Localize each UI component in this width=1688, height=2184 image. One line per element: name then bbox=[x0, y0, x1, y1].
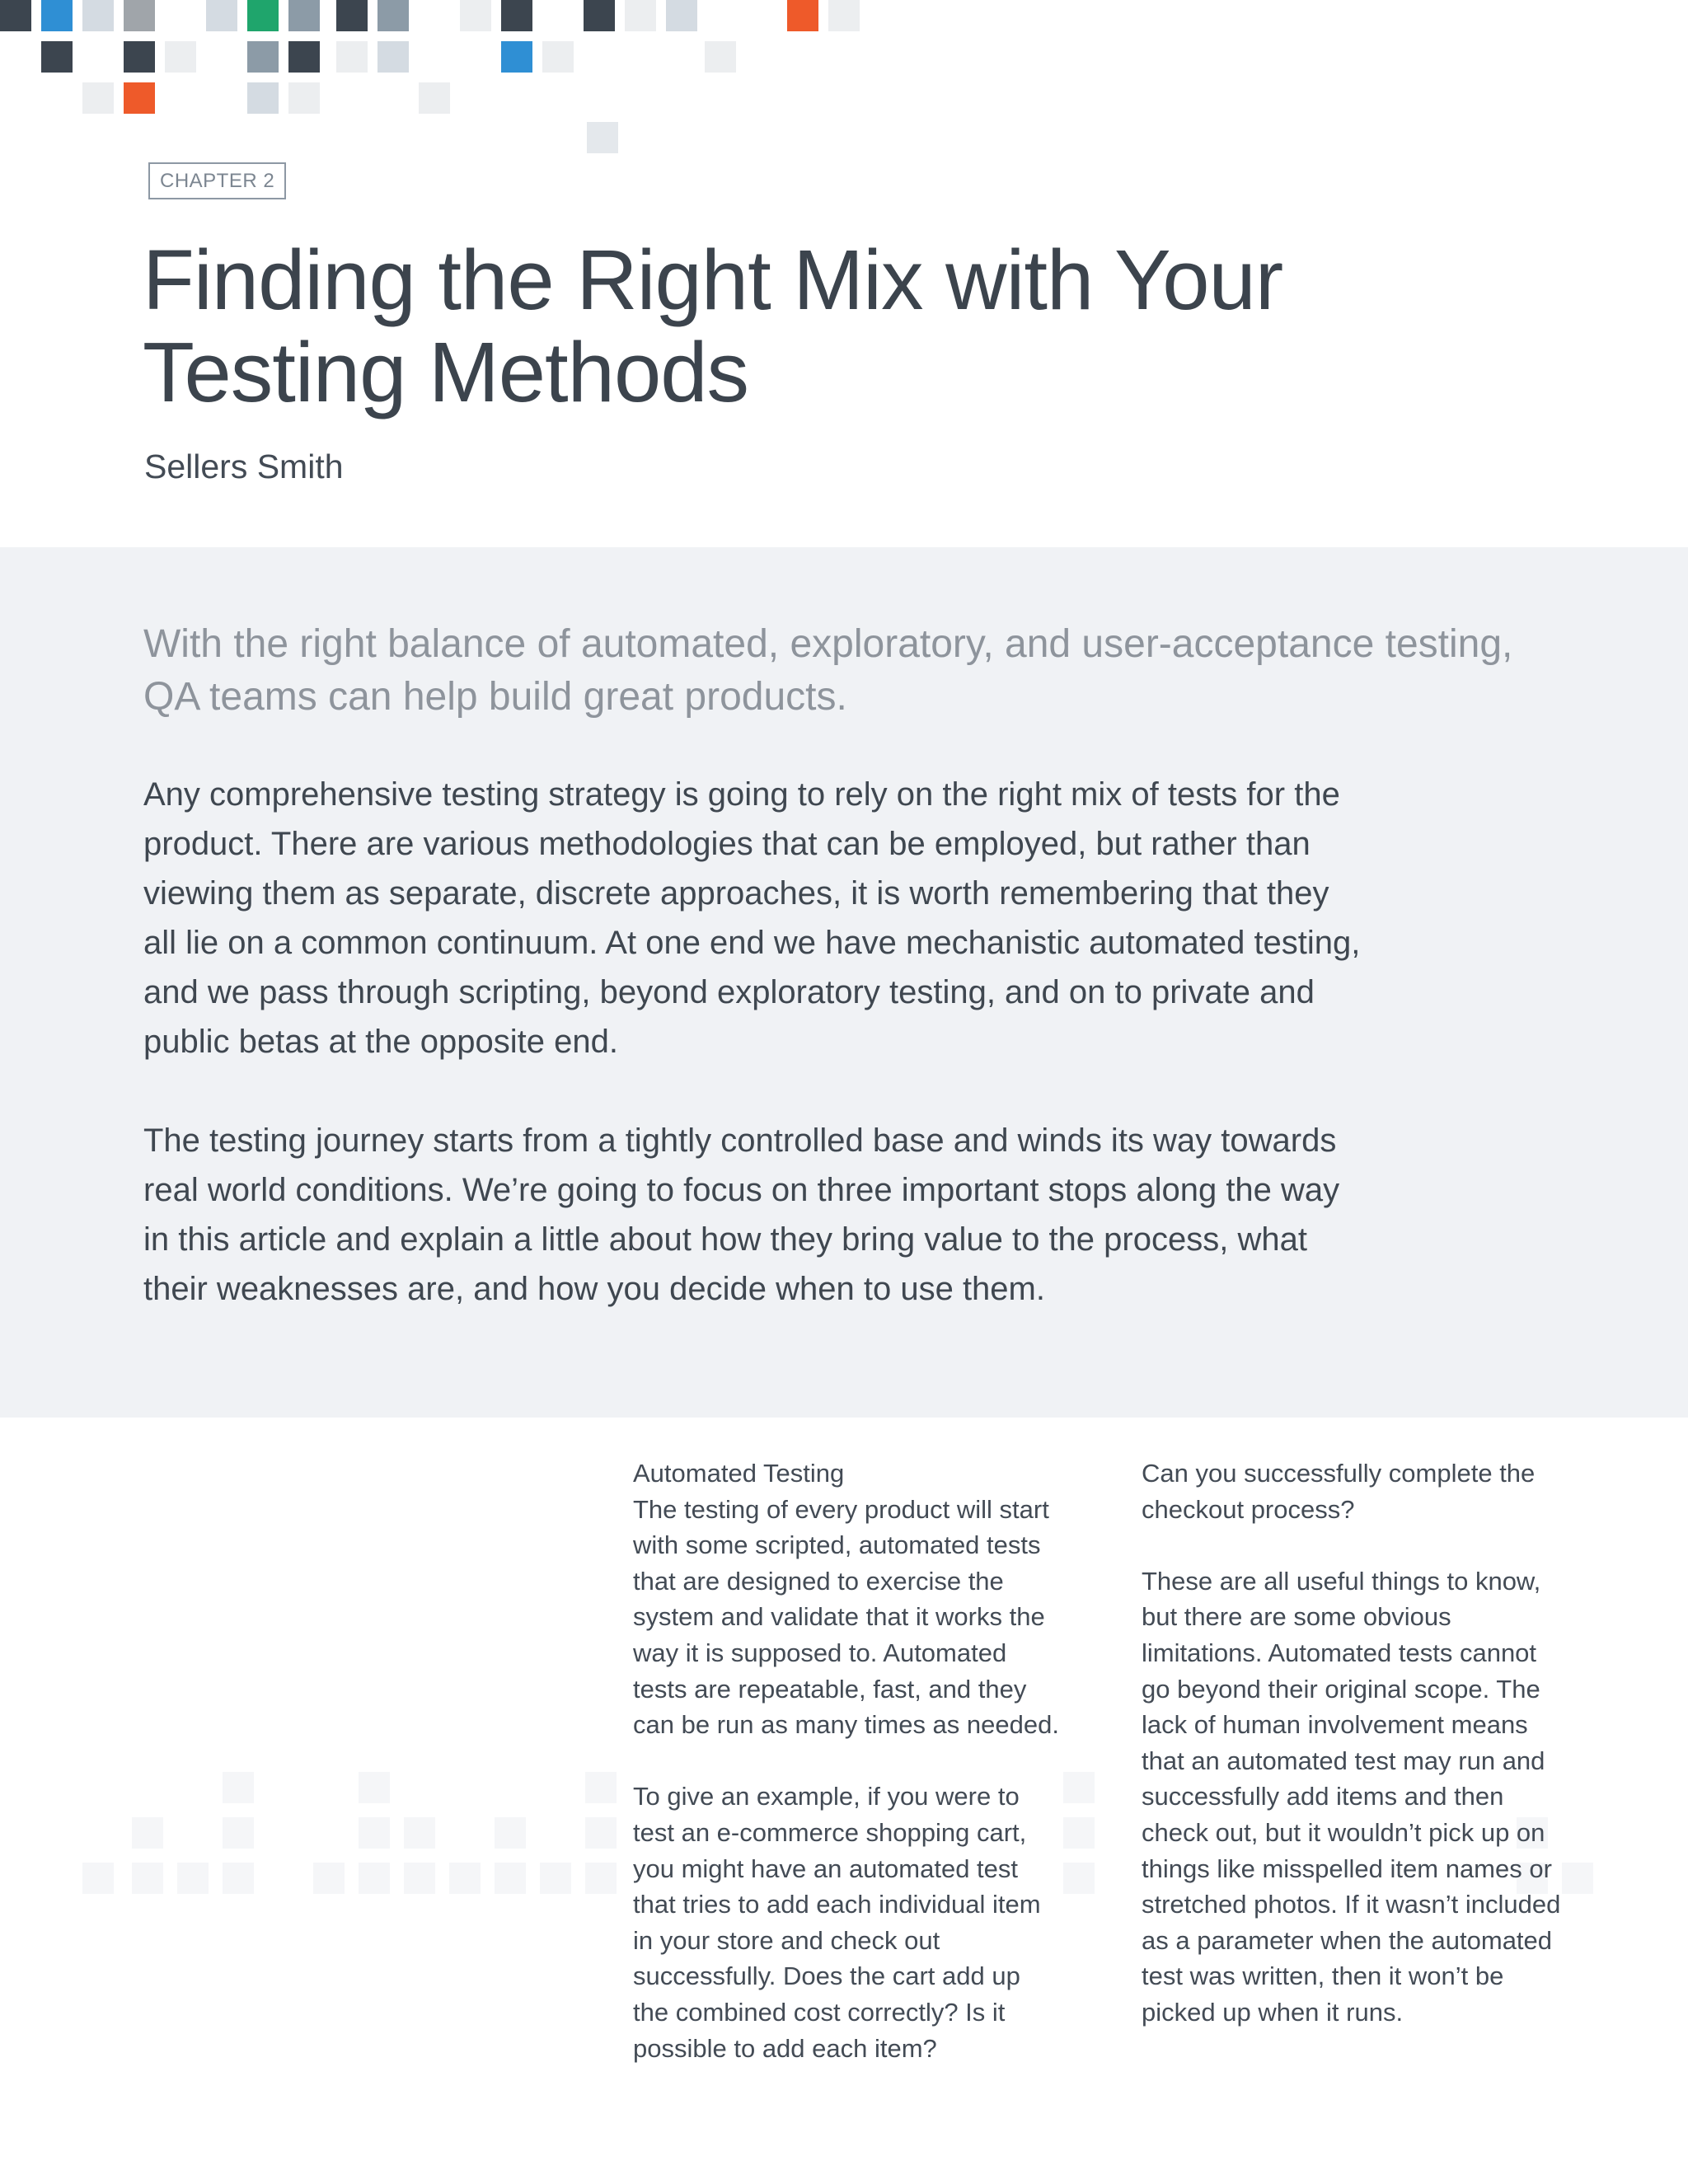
mosaic-tile bbox=[206, 0, 237, 31]
column-paragraph: To give an example, if you were to test an e-commerce shopping cart, you might have an automated test that tries to add each individual item in your store and check out successfully. Does the cart add up the combined cost correctly? Is it possible to add each item? bbox=[633, 1782, 1041, 2063]
mosaic-tile bbox=[419, 82, 450, 114]
section-heading: Automated Testing bbox=[633, 1459, 845, 1488]
mosaic-tile bbox=[787, 0, 818, 31]
decorative-pixel-mosaic bbox=[0, 0, 1688, 165]
mosaic-tile bbox=[223, 1817, 254, 1849]
mosaic-tile bbox=[585, 1863, 617, 1894]
intro-paragraph: Any comprehensive testing strategy is going to rely on the right mix of tests for the product. There are various methodologies that can be employed, but rather than viewing them as separate, discrete approaches, it is worth remembering that they all lie on a common continuum. At one end we have mechanistic automated testing, and we pass through scripting, beyond exploratory testing, and on to private and public betas at the opposite end. bbox=[143, 776, 1361, 1060]
intro-panel bbox=[0, 547, 1688, 1418]
page-title: Finding the Right Mix with Your Testing Methods bbox=[143, 232, 1283, 419]
mosaic-tile bbox=[336, 41, 368, 73]
mosaic-tile bbox=[288, 0, 320, 31]
column-paragraph: These are all useful things to know, but there are some obvious limitations. Automated tests cannot go beyond their original scope. The lack of human involvement means that an automated test may run and successfully add items and then check out, but it wouldn’t pick up on things like misspelled item names or stretched photos. If it wasn’t included as a parameter when the automated test was written, then it won’t be picked up when it runs. bbox=[1142, 1566, 1561, 2027]
column-paragraph: Can you successfully complete the checkout process? bbox=[1142, 1459, 1536, 1524]
mosaic-tile bbox=[223, 1772, 254, 1803]
mosaic-tile bbox=[0, 0, 31, 31]
mosaic-tile bbox=[313, 1863, 345, 1894]
column-paragraph: The testing of every product will start with some scripted, automated tests that are designed to exercise the system and validate that it works the way it is supposed to. Automated tests are repeatable, fast, and they can be run as many times as needed. bbox=[633, 1494, 1059, 1740]
mosaic-tile bbox=[124, 0, 155, 31]
author-byline: Sellers Smith bbox=[144, 448, 344, 485]
mosaic-tile bbox=[124, 82, 155, 114]
mosaic-tile bbox=[625, 0, 656, 31]
mosaic-tile bbox=[501, 41, 532, 73]
mosaic-tile bbox=[666, 0, 697, 31]
intro-paragraph: The testing journey starts from a tightly controlled base and winds its way towards real world conditions. We’re going to focus on three important stops along the way in this article and explain a little about how they bring value to the process, what their weaknesses are, and how you decide when to use them. bbox=[143, 1122, 1340, 1307]
mosaic-tile bbox=[495, 1817, 526, 1849]
mosaic-tile bbox=[177, 1863, 209, 1894]
mosaic-tile bbox=[1063, 1863, 1095, 1894]
mosaic-tile bbox=[359, 1772, 390, 1803]
mosaic-tile bbox=[288, 41, 320, 73]
mosaic-tile bbox=[501, 0, 532, 31]
mosaic-tile bbox=[584, 0, 615, 31]
mosaic-tile bbox=[585, 1817, 617, 1849]
mosaic-tile bbox=[82, 0, 114, 31]
mosaic-tile bbox=[223, 1863, 254, 1894]
mosaic-tile bbox=[587, 122, 618, 153]
mosaic-tile bbox=[165, 41, 196, 73]
mosaic-tile bbox=[377, 41, 409, 73]
mosaic-tile bbox=[449, 1863, 481, 1894]
mosaic-tile bbox=[247, 0, 279, 31]
mosaic-tile bbox=[828, 0, 860, 31]
lede-text: With the right balance of automated, exploratory, and user-acceptance testing, QA teams can help build great products. bbox=[143, 622, 1513, 719]
mosaic-tile bbox=[82, 82, 114, 114]
mosaic-tile bbox=[359, 1817, 390, 1849]
mosaic-tile bbox=[41, 0, 73, 31]
mosaic-tile bbox=[247, 82, 279, 114]
mosaic-tile bbox=[336, 0, 368, 31]
mosaic-tile bbox=[1063, 1772, 1095, 1803]
mosaic-tile bbox=[124, 41, 155, 73]
article-column-right bbox=[1142, 1455, 1570, 2031]
mosaic-tile bbox=[41, 41, 73, 73]
mosaic-tile bbox=[359, 1863, 390, 1894]
mosaic-tile bbox=[288, 82, 320, 114]
chapter-label: CHAPTER 2 bbox=[148, 162, 286, 199]
mosaic-tile bbox=[540, 1863, 571, 1894]
mosaic-tile bbox=[460, 0, 491, 31]
mosaic-tile bbox=[495, 1863, 526, 1894]
mosaic-tile bbox=[132, 1863, 163, 1894]
mosaic-tile bbox=[542, 41, 574, 73]
mosaic-tile bbox=[404, 1863, 435, 1894]
mosaic-tile bbox=[705, 41, 736, 73]
mosaic-tile bbox=[1063, 1817, 1095, 1849]
mosaic-tile bbox=[404, 1817, 435, 1849]
mosaic-tile bbox=[132, 1817, 163, 1849]
mosaic-tile bbox=[247, 41, 279, 73]
mosaic-tile bbox=[585, 1772, 617, 1803]
mosaic-tile bbox=[377, 0, 409, 31]
article-column-left bbox=[633, 1455, 1062, 2066]
mosaic-tile bbox=[82, 1863, 114, 1894]
